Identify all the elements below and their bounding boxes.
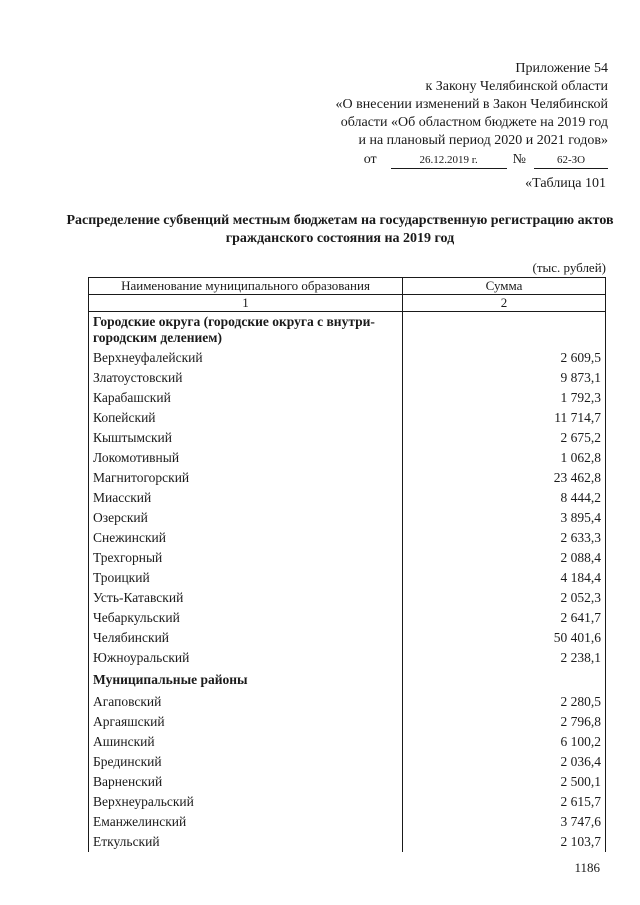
municipality-name: Ашинский — [89, 732, 403, 752]
table-row — [89, 388, 606, 408]
subvention-amount: 1 062,8 — [403, 448, 606, 468]
subvention-amount: 2 500,1 — [403, 772, 606, 792]
subvention-amount: 50 401,6 — [403, 628, 606, 648]
municipality-name: Верхнеуральский — [89, 792, 403, 812]
subvention-amount: 2 280,5 — [403, 692, 606, 712]
municipality-name: Озерский — [89, 508, 403, 528]
subvention-amount: 2 609,5 — [403, 348, 606, 368]
municipality-name: Снежинский — [89, 528, 403, 548]
table-row — [89, 508, 606, 528]
municipality-name: Карабашский — [89, 388, 403, 408]
section-title: Муниципальные районы — [89, 668, 403, 692]
table-row — [89, 408, 606, 428]
subvention-amount: 3 747,6 — [403, 812, 606, 832]
col-header-sum: Сумма — [403, 278, 606, 295]
table-row — [89, 732, 606, 752]
municipality-name: Еманжелинский — [89, 812, 403, 832]
section-row — [89, 312, 606, 349]
law-date-number — [336, 151, 609, 169]
col-number-1: 1 — [89, 295, 403, 312]
table-row — [89, 528, 606, 548]
table-row — [89, 448, 606, 468]
appendix-line-2: к Закону Челябинской области — [425, 79, 608, 94]
table-row — [89, 792, 606, 812]
municipality-name: Троицкий — [89, 568, 403, 588]
municipality-name: Агаповский — [89, 692, 403, 712]
subvention-amount: 2 633,3 — [403, 528, 606, 548]
table-body — [89, 278, 606, 853]
section-title: Городские округа (городские округа с внутри-городским делением) — [89, 312, 403, 349]
table-row — [89, 712, 606, 732]
subvention-table — [88, 277, 606, 852]
appendix-line-5: и на плановый период 2020 и 2021 годов» — [358, 133, 608, 148]
subvention-amount: 8 444,2 — [403, 488, 606, 508]
table-row — [89, 648, 606, 668]
table-row — [89, 568, 606, 588]
subvention-amount: 2 036,4 — [403, 752, 606, 772]
table-row — [89, 468, 606, 488]
table-row — [89, 368, 606, 388]
municipality-name: Златоустовский — [89, 368, 403, 388]
table-row — [89, 488, 606, 508]
document-title: Распределение субвенций местным бюджетам на государственную регистрацию актов гражданского состояния на 2019 год — [66, 213, 614, 246]
municipality-name: Еткульский — [89, 832, 403, 852]
municipality-name: Миасский — [89, 488, 403, 508]
header-row — [89, 278, 606, 295]
municipality-name: Верхнеуфалейский — [89, 348, 403, 368]
municipality-name: Магнитогорский — [89, 468, 403, 488]
municipality-name: Копейский — [89, 408, 403, 428]
subvention-amount: 9 873,1 — [403, 368, 606, 388]
municipality-name: Чебаркульский — [89, 608, 403, 628]
subvention-amount: 2 615,7 — [403, 792, 606, 812]
appendix-line-4: области «Об областном бюджете на 2019 год — [340, 115, 608, 130]
units-label: (тыс. рублей) — [532, 260, 606, 275]
section-value-empty — [403, 668, 606, 692]
table-row — [89, 692, 606, 712]
table-row — [89, 772, 606, 792]
table-row — [89, 608, 606, 628]
municipality-name: Челябинский — [89, 628, 403, 648]
municipality-name: Трехгорный — [89, 548, 403, 568]
subvention-amount: 2 238,1 — [403, 648, 606, 668]
municipality-name: Кыштымский — [89, 428, 403, 448]
subvention-amount: 4 184,4 — [403, 568, 606, 588]
law-number: 62-ЗО — [534, 153, 608, 169]
subvention-amount: 2 641,7 — [403, 608, 606, 628]
subvention-amount: 2 088,4 — [403, 548, 606, 568]
table-row — [89, 812, 606, 832]
subvention-amount: 11 714,7 — [403, 408, 606, 428]
section-row — [89, 668, 606, 692]
municipality-name: Брединский — [89, 752, 403, 772]
table-row — [89, 752, 606, 772]
col-header-name: Наименование муниципального образования — [89, 278, 403, 295]
appendix-line-3: «О внесении изменений в Закон Челябинской — [335, 97, 608, 112]
subvention-amount: 23 462,8 — [403, 468, 606, 488]
subvention-amount: 2 103,7 — [403, 832, 606, 852]
municipality-name: Южноуральский — [89, 648, 403, 668]
col-number-2: 2 — [403, 295, 606, 312]
subvention-amount: 1 792,3 — [403, 388, 606, 408]
column-number-row — [89, 295, 606, 312]
appendix-line-1: Приложение 54 — [515, 61, 608, 76]
date-prefix: от — [363, 152, 377, 167]
subvention-amount: 3 895,4 — [403, 508, 606, 528]
table-reference: «Таблица 101 — [525, 176, 606, 191]
table-row — [89, 548, 606, 568]
municipality-name: Усть-Катавский — [89, 588, 403, 608]
table-row — [89, 428, 606, 448]
table-row — [89, 832, 606, 852]
appendix-header — [336, 60, 609, 169]
municipality-name: Аргаяшский — [89, 712, 403, 732]
law-date: 26.12.2019 г. — [391, 153, 507, 169]
number-prefix: № — [512, 152, 526, 167]
municipality-name: Локомотивный — [89, 448, 403, 468]
municipality-name: Варненский — [89, 772, 403, 792]
subvention-amount: 2 052,3 — [403, 588, 606, 608]
table-row — [89, 588, 606, 608]
subvention-amount: 2 796,8 — [403, 712, 606, 732]
page-number: 1186 — [574, 860, 600, 875]
section-value-empty — [403, 312, 606, 349]
table-row — [89, 348, 606, 368]
table-row — [89, 628, 606, 648]
subvention-amount: 2 675,2 — [403, 428, 606, 448]
subvention-amount: 6 100,2 — [403, 732, 606, 752]
